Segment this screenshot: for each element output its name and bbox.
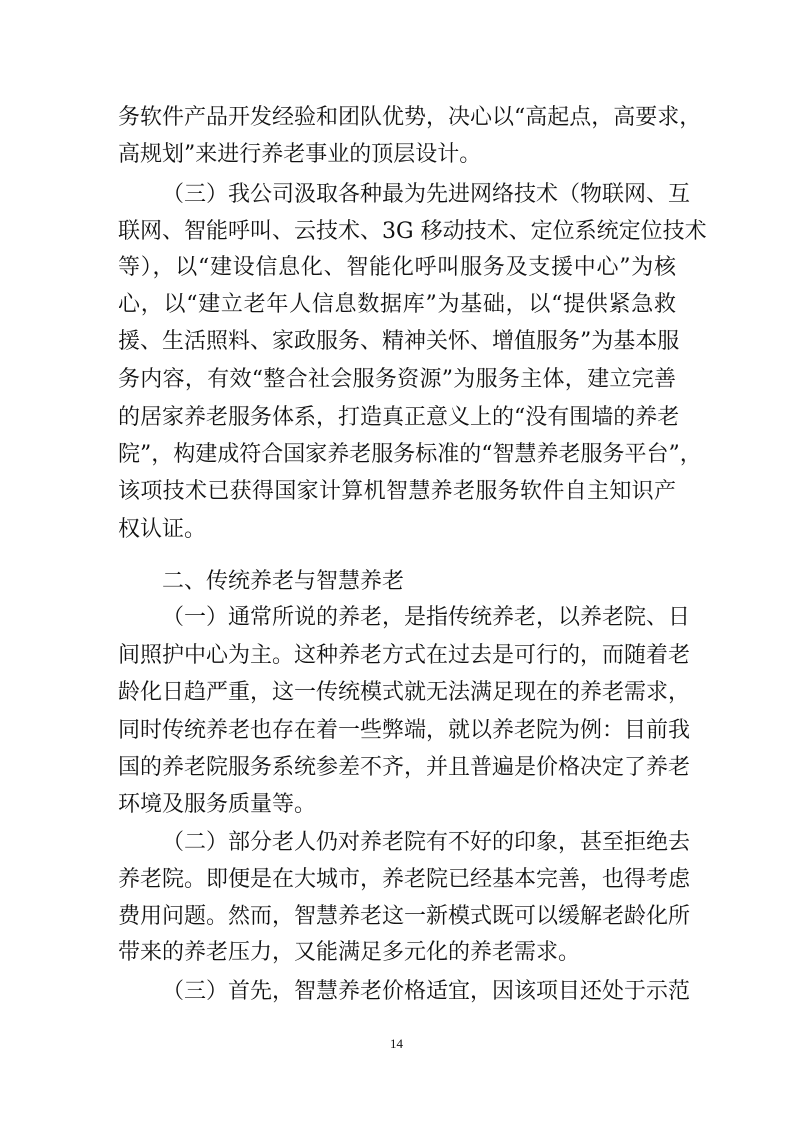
- section-heading: 二、传统养老与智慧养老: [162, 569, 405, 594]
- text-line: （三）首先，智慧养老价格适宜，因该项目还处于示范: [162, 979, 691, 1004]
- text-line: 该项技术已获得国家计算机智慧养老服务软件自主知识产: [118, 479, 676, 504]
- text-line: 国的养老院服务系统参差不齐，并且普遍是价格决定了养老: [118, 755, 691, 780]
- text-line: 心，以“建立老年人信息数据库”为基础，以“提供紧急救: [118, 292, 676, 317]
- text-line: 院”，构建成符合国家养老服务标准的“智慧养老服务平台”，: [118, 442, 702, 467]
- text-line: 同时传统养老也存在着一些弊端，就以养老院为例：目前我: [118, 718, 691, 743]
- text-line: 权认证。: [118, 517, 207, 542]
- page-number: 14: [390, 1036, 403, 1051]
- text-line: （二）部分老人仍对养老院有不好的印象，甚至拒绝去: [162, 830, 691, 855]
- text-line: 环境及服务质量等。: [118, 792, 317, 817]
- text-line: 等），以“建设信息化、智能化呼叫服务及支援中心”为核: [118, 255, 676, 280]
- text-line: 间照护中心为主。这种养老方式在过去是可行的，而随着老: [118, 643, 691, 668]
- text-line: 援、生活照料、家政服务、精神关怀、增值服务”为基本服: [118, 329, 680, 354]
- text-line: 的居家养老服务体系，打造真正意义上的“没有围墙的养老: [118, 405, 680, 430]
- text-line: （三）我公司汲取各种最为先进网络技术（物联网、互: [162, 182, 691, 207]
- text-line: 龄化日趋严重，这一传统模式就无法满足现在的养老需求，: [118, 680, 691, 705]
- text-line: 务软件产品开发经验和团队优势，决心以“高起点，高要求，: [118, 105, 702, 130]
- text-line: 带来的养老压力，又能满足多元化的养老需求。: [118, 940, 581, 965]
- text-line: 高规划”来进行养老事业的顶层设计。: [118, 142, 482, 167]
- text-line: （一）通常所说的养老，是指传统养老，以养老院、日: [162, 605, 691, 630]
- text-line: 务内容，有效“整合社会服务资源”为服务主体，建立完善: [118, 367, 676, 392]
- text-line: 联网、智能呼叫、云技术、3G 移动技术、定位系统定位技术: [118, 219, 707, 244]
- text-line: 费用问题。然而，智慧养老这一新模式既可以缓解老龄化所: [118, 904, 691, 929]
- text-line: 养老院。即便是在大城市，养老院已经基本完善，也得考虑: [118, 867, 691, 892]
